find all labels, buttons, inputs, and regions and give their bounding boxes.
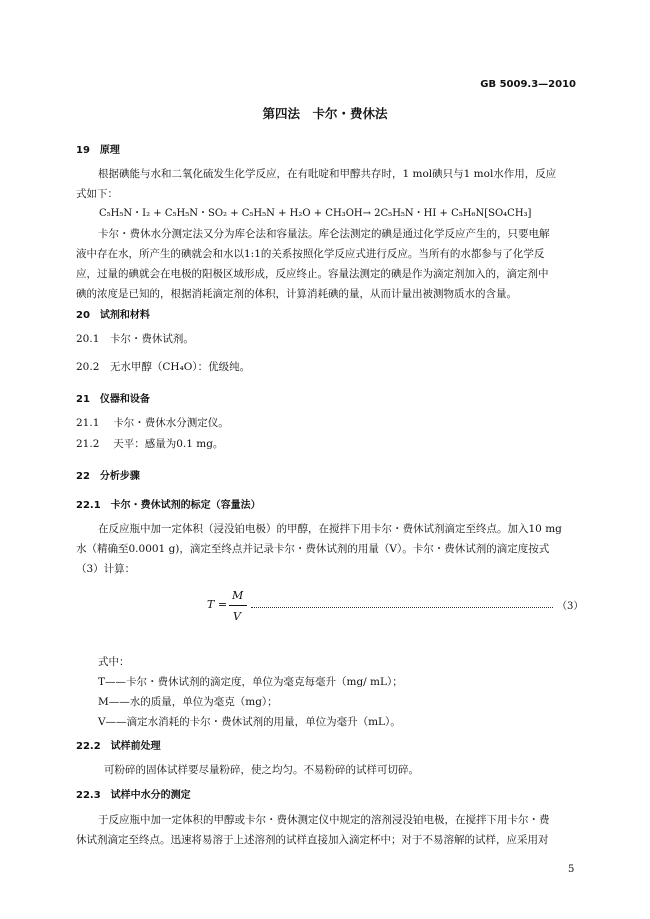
formula-numerator: M xyxy=(232,589,244,602)
definition-M: M——水的质量，单位为毫克（mg）； xyxy=(98,696,278,708)
section-21-heading: 21 仪器和设备 xyxy=(76,394,150,405)
item-20-1: 20.1 卡尔・费休试剂。 xyxy=(76,333,194,345)
s19-p2-line2: 液中存在水，所产生的碘就会和水以1:1的关系按照化学反应式进行反应。当所有的水都参与了化学反 xyxy=(76,248,545,260)
section-20-heading: 20 试剂和材料 xyxy=(76,310,150,321)
item-21-2: 21.2 天平：感量为0.1 mg。 xyxy=(76,438,224,450)
s22-3-line2: 休试剂滴定至终点。迅速将易溶于上述溶剂的试样直接加入滴定杯中；对于不易溶解的试样，应采用对 xyxy=(76,834,549,846)
definition-V: V——滴定水消耗的卡尔・费休试剂的用量，单位为毫升（mL）。 xyxy=(98,716,401,728)
s22-3-line1: 于反应瓶中加一定体积的甲醇或卡尔・费休测定仪中规定的溶剂浸没铂电极，在搅拌下用卡尔・费 xyxy=(98,814,550,826)
reaction-equation: C₅H₅N・I₂ + C₅H₅N・SO₂ + C₅H₅N + H₂O + CH₃OH→ 2C₅H₅N・HI + C₅H₆N[SO₄CH₃] xyxy=(99,208,532,219)
fraction-bar xyxy=(229,605,247,606)
definition-T: T——卡尔・费休试剂的滴定度，单位为毫克每毫升（mg/ mL）； xyxy=(98,676,403,688)
s19-p2-line4: 碘的浓度是已知的，根据消耗滴定剂的体积，计算消耗碘的量，从而计量出被测物质水的含量。 xyxy=(76,288,517,300)
section-22-1-heading: 22.1 卡尔・费休试剂的标定（容量法） xyxy=(76,500,261,511)
leader-dots xyxy=(251,607,553,608)
s22-1-line1: 在反应瓶中加一定体积（浸没铂电极）的甲醇，在搅拌下用卡尔・费休试剂滴定至终点。加入10 mg xyxy=(98,523,562,535)
section-22-3-heading: 22.3 试样中水分的测定 xyxy=(76,790,191,801)
page-number: 5 xyxy=(568,864,575,875)
standard-number: GB 5009.3—2010 xyxy=(480,79,576,90)
formula-lhs: T = xyxy=(207,598,228,611)
item-20-2: 20.2 无水甲醇（CH₄O）：优级纯。 xyxy=(76,361,251,373)
method-title: 第四法 卡尔・费休法 xyxy=(262,106,388,121)
formula-denominator: V xyxy=(233,610,241,623)
s22-1-line3: （3）计算： xyxy=(76,563,136,575)
section-19-heading: 19 原理 xyxy=(76,145,120,156)
s22-2-line1: 可粉碎的固体试样要尽量粉碎，使之均匀。不易粉碎的试样可切碎。 xyxy=(104,764,419,776)
section-22-2-heading: 22.2 试样前处理 xyxy=(76,741,161,752)
section-22-heading: 22 分析步骤 xyxy=(76,471,140,482)
s19-p1-line2: 式如下： xyxy=(76,188,118,200)
item-21-1: 21.1 卡尔・费休水分测定仪。 xyxy=(76,417,229,429)
s19-p2-line3: 应，过量的碘就会在电极的阳极区域形成，反应终止。容量法测定的碘是作为滴定剂加入的，滴定剂中 xyxy=(76,268,549,280)
where-label: 式中： xyxy=(98,656,130,668)
s19-p2-line1: 卡尔・费休水分测定法又分为库仑法和容量法。库仑法测定的碘是通过化学反应产生的，只要电解 xyxy=(98,228,550,240)
s19-p1-line1: 根据碘能与水和二氧化硫发生化学反应，在有吡啶和甲醇共存时，1 mol碘只与1 mol水作用，反应 xyxy=(98,168,557,180)
equation-number: （3） xyxy=(557,601,584,612)
s22-1-line2: 水（精确至0.0001 g)，滴定至终点并记录卡尔・费休试剂的用量（V）。卡尔・费休试剂的滴定度按式 xyxy=(76,543,550,555)
